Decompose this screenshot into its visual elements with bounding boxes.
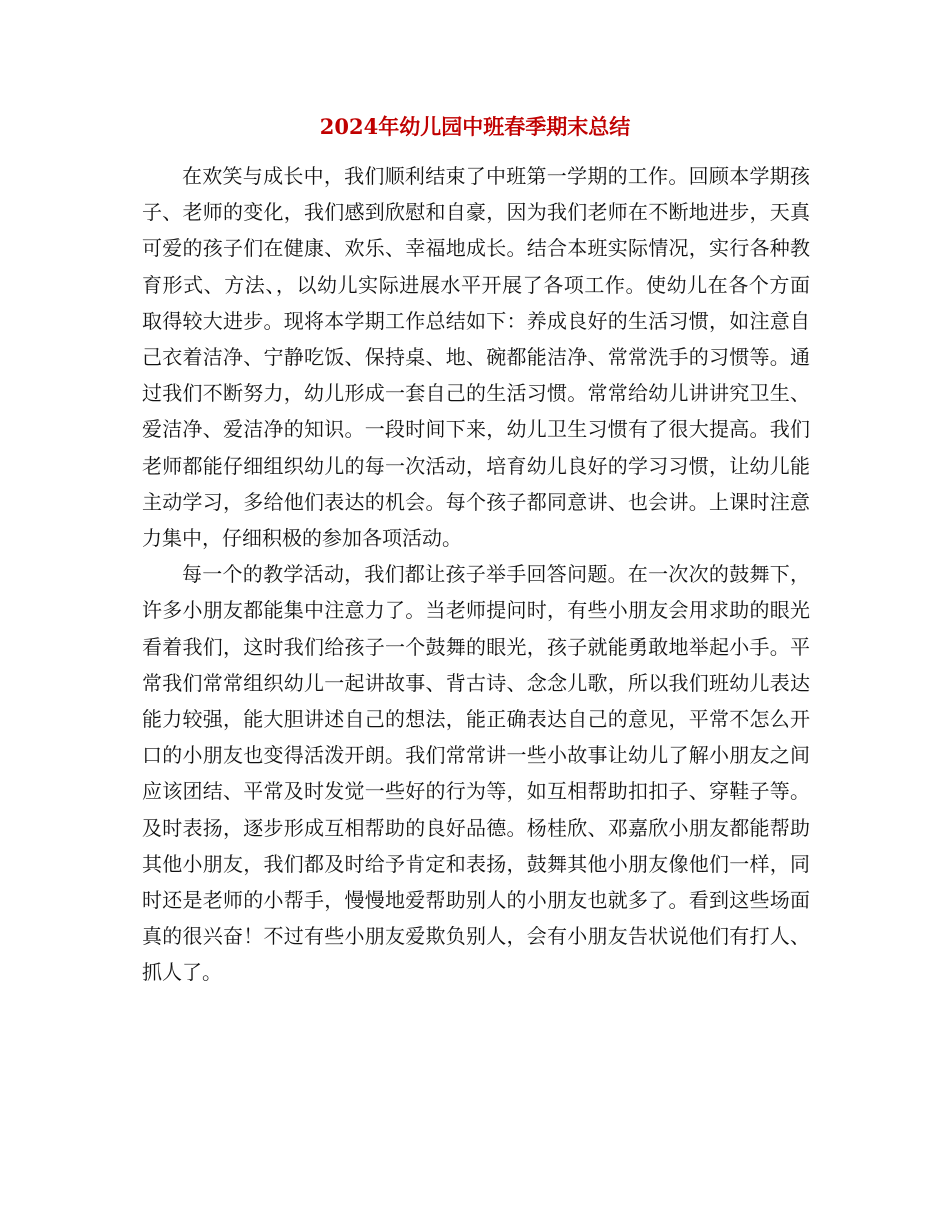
document-body [142, 158, 810, 991]
paragraph-2: 每一个的教学活动，我们都让孩子举手回答问题。在一次次的鼓舞下，许多小朋友都能集中注意力了。当老师提问时，有些小朋友会用求助的眼光看着我们，这时我们给孩子一个鼓舞的眼光，孩子就能勇敢地举起小手。平常我们常常组织幼儿一起讲故事、背古诗、念念儿歌，所以我们班幼儿表达能力较强，能大胆讲述自己的想法，能正确表达自己的意见，平常不怎么开口的小朋友也变得活泼开朗。我们常常讲一些小故事让幼儿了解小朋友之间应该团结、平常及时发觉一些好的行为等，如互相帮助扣扣子、穿鞋子等。及时表扬，逐步形成互相帮助的良好品德。杨桂欣、邓嘉欣小朋友都能帮助其他小朋友，我们都及时给予肯定和表扬，鼓舞其他小朋友像他们一样，同时还是老师的小帮手，慢慢地爱帮助别人的小朋友也就多了。看到这些场面真的很兴奋！不过有些小朋友爱欺负别人，会有小朋友告状说他们有打人、抓人了。 [142, 562, 810, 985]
document-title: 2024年幼儿园中班春季期末总结 [319, 114, 631, 139]
paragraph-1: 在欢笑与成长中，我们顺利结束了中班第一学期的工作。回顾本学期孩子、老师的变化，我们感到欣慰和自豪，因为我们老师在不断地进步，天真可爱的孩子们在健康、欢乐、幸福地成长。结合本班实际情况，实行各种教育形式、方法、，以幼儿实际进展水平开展了各项工作。使幼儿在各个方面取得较大进步。现将本学期工作总结如下：养成良好的生活习惯，如注意自己衣着洁净、宁静吃饭、保持桌、地、碗都能洁净、常常洗手的习惯等。通过我们不断努力，幼儿形成一套自己的生活习惯。常常给幼儿讲讲究卫生、爱洁净、爱洁净的知识。一段时间下来，幼儿卫生习惯有了很大提高。我们老师都能仔细组织幼儿的每一次活动，培育幼儿良好的学习习惯，让幼儿能主动学习，多给他们表达的机会。每个孩子都同意讲、也会讲。上课时注意力集中，仔细积极的参加各项活动。 [142, 164, 810, 551]
